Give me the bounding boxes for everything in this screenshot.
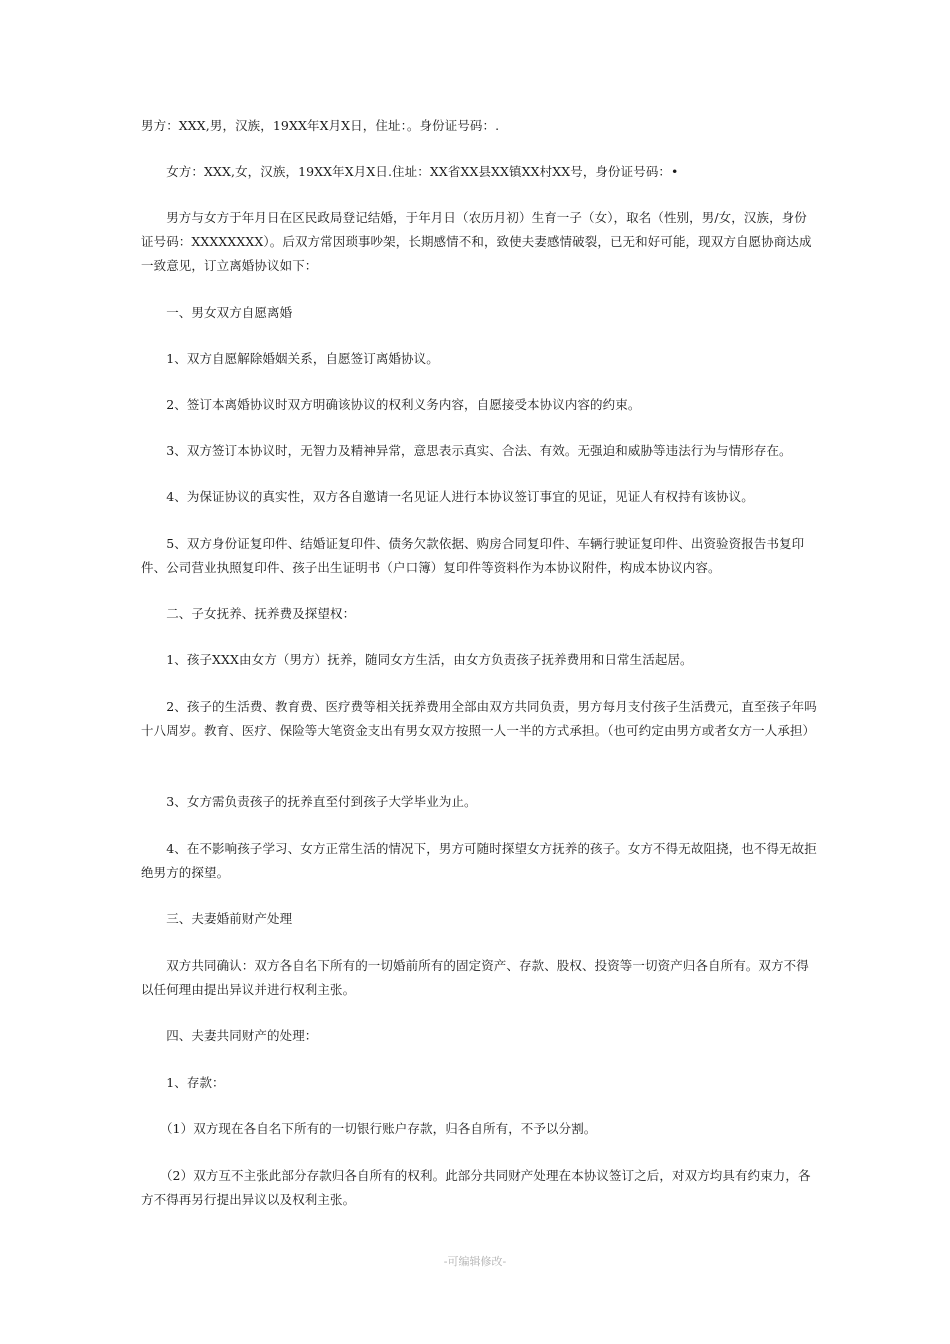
clause-2-3: 3、女方需负责孩子的抚养直至付到孩子大学毕业为止。	[141, 794, 477, 809]
preamble-paragraph: 男方与女方于年月日在区民政局登记结婚，于年月日（农历月初）生育一子（女），取名（性别，男/女，汉族，身份证号码：XXXXXXXX）。后双方常因琐事吵架，长期感情不和，致使夫妻感情破裂，已无和好可能，现双方自愿协商达成一致意见，订立离婚协议如下：	[141, 210, 812, 273]
section-heading-4: 四、夫妻共同财产的处理：	[141, 1028, 318, 1043]
clause-1-4: 4、为保证协议的真实性，双方各自邀请一名见证人进行本协议签订事宜的见证，见证人有权持有该协议。	[141, 489, 754, 504]
clause-1-5: 5、双方身份证复印件、结婚证复印件、债务欠款依据、购房合同复印件、车辆行驶证复印件、出资验资报告书复印件、公司营业执照复印件、孩子出生证明书（户口簿）复印件等资料作为本协议附件，构成本协议内容。	[141, 536, 805, 575]
section-heading-2: 二、子女抚养、抚养费及探望权：	[141, 606, 356, 621]
clause-1-3: 3、双方签订本协议时，无智力及精神异常，意思表示真实、合法、有效。无强迫和威胁等违法行为与情形存在。	[141, 443, 792, 458]
clause-2-1: 1、孩子XXX由女方（男方）抚养，随同女方生活，由女方负责孩子抚养费用和日常生活起居。	[141, 652, 693, 667]
section-heading-3: 三、夫妻婚前财产处理	[141, 911, 293, 926]
party-male-info: 男方：XXX,男，汉族，19XX年X月X日，住址：。身份证号码：.	[141, 118, 500, 133]
clause-4-1-b: （2）双方互不主张此部分存款归各自所有的权利。此部分共同财产处理在本协议签订之后，对双方均具有约束力，各方不得再另行提出异议以及权利主张。	[141, 1168, 811, 1207]
clause-2-4: 4、在不影响孩子学习、女方正常生活的情况下，男方可随时探望女方抚养的孩子。女方不得无故阻挠，也不得无故拒绝男方的探望。	[141, 841, 817, 880]
party-female-info: 女方：XXX,女，汉族，19XX年X月X日.住址：XX省XX县XX镇XX村XX号，身份证号码：•	[141, 164, 679, 179]
clause-2-2: 2、孩子的生活费、教育费、医疗费等相关抚养费用全部由双方共同负责，男方每月支付孩子生活费元，直至孩子年吗十八周岁。教育、医疗、保险等大笔资金支出有男女双方按照一人一半的方式承担。（也可约定由男方或者女方一人承担）	[141, 699, 817, 738]
clause-1-2: 2、签订本离婚协议时双方明确该协议的权利义务内容，自愿接受本协议内容的约束。	[141, 397, 641, 412]
clause-4-1-a: （1）双方现在各自名下所有的一切银行账户存款，归各自所有，不予以分割。	[141, 1121, 597, 1136]
clause-4-1: 1、存款：	[141, 1075, 225, 1090]
premarital-property-clause: 双方共同确认：双方各自名下所有的一切婚前所有的固定资产、存款、股权、投资等一切资产归各自所有。双方不得以任何理由提出异议并进行权利主张。	[141, 958, 809, 997]
page-footer: -可编辑修改-	[443, 1255, 507, 1268]
clause-1-1: 1、双方自愿解除婚姻关系，自愿签订离婚协议。	[141, 351, 439, 366]
section-heading-1: 一、男女双方自愿离婚	[141, 305, 293, 320]
